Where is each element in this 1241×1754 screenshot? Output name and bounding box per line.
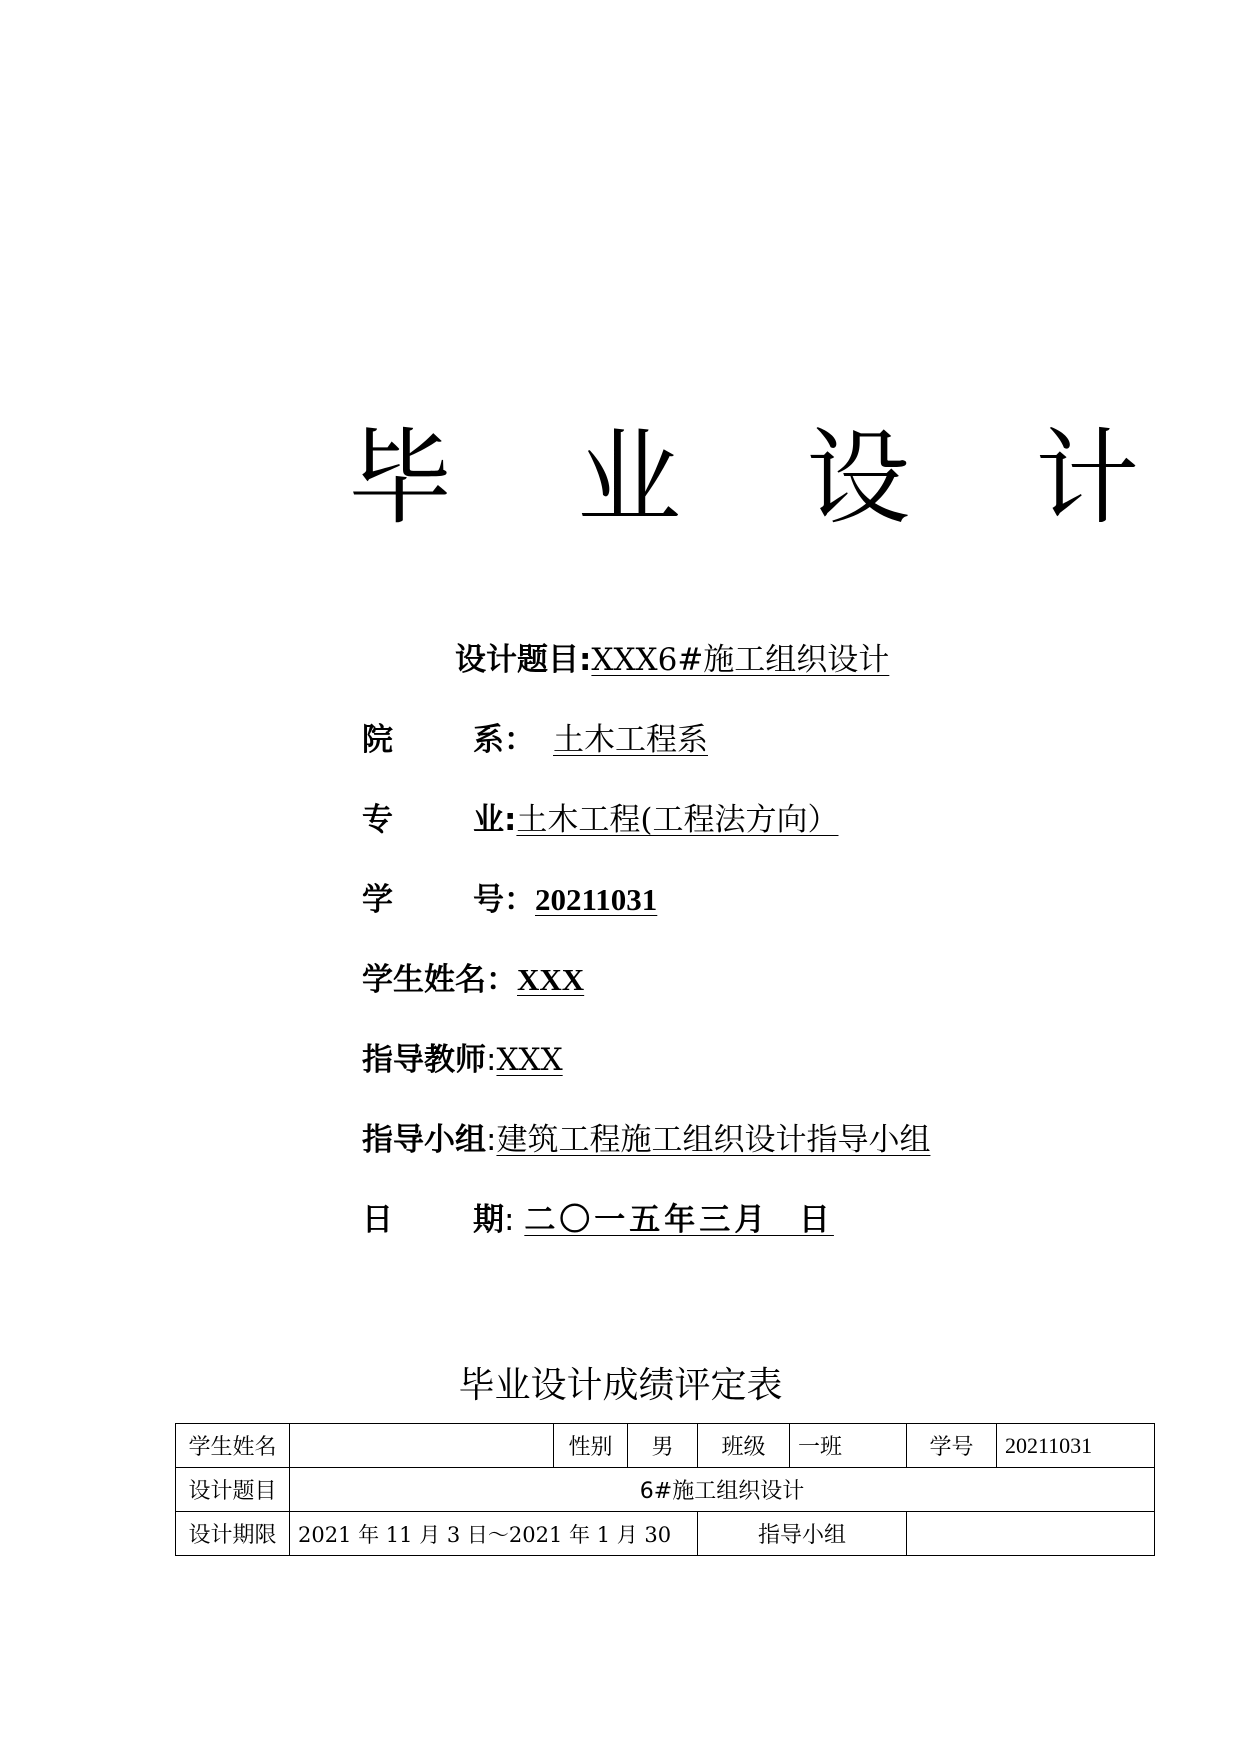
advisor-group-colon: :: [486, 1122, 497, 1158]
major-label: 专业: [362, 802, 504, 838]
topic-header-cell: 设计题目: [176, 1468, 290, 1512]
field-student-id: [362, 880, 657, 920]
department-value: 土木工程系: [553, 722, 708, 758]
topic-value: XXX6#施工组织设计: [591, 642, 890, 678]
advisor-value: XXX: [496, 1042, 563, 1078]
field-advisor: [362, 1040, 563, 1080]
field-department: [362, 720, 708, 760]
student-name-cell: [290, 1424, 554, 1468]
student-id-header-cell: 学号: [907, 1424, 997, 1468]
grade-table: [175, 1423, 1155, 1556]
field-student-name: [362, 960, 584, 1000]
major-value: 土木工程(工程法方向）: [516, 802, 839, 838]
field-major: [362, 800, 869, 840]
topic-label: 设计题目: [455, 642, 579, 678]
period-cell: 2021 年 11 月 3 日～2021 年 1 月 30: [290, 1512, 698, 1556]
advisor-colon: :: [486, 1042, 497, 1078]
advisor-label: 指导教师: [362, 1042, 486, 1078]
student-name-header-cell: 学生姓名: [176, 1424, 290, 1468]
department-colon: ：: [504, 722, 535, 758]
student-id-cell: 20211031: [997, 1424, 1155, 1468]
student-name-label: 学生姓名: [362, 962, 486, 998]
table-row: [176, 1468, 1155, 1512]
advisor-group-header-cell: 指导小组: [698, 1512, 907, 1556]
class-cell: 一班: [790, 1424, 907, 1468]
field-topic: [455, 640, 889, 680]
page-title: 毕 业 设 计: [348, 417, 1186, 539]
student-id-value: 20211031: [535, 882, 658, 917]
gender-header-cell: 性别: [554, 1424, 628, 1468]
student-name-colon: ：: [486, 962, 517, 998]
advisor-group-label: 指导小组: [362, 1122, 486, 1158]
period-header-cell: 设计期限: [176, 1512, 290, 1556]
field-date: [362, 1200, 864, 1240]
advisor-group-cell: [907, 1512, 1155, 1556]
student-id-colon: ：: [504, 882, 535, 918]
field-advisor-group: [362, 1120, 946, 1160]
department-label: 院系: [362, 722, 504, 758]
major-colon: :: [504, 802, 517, 838]
date-colon: :: [504, 1202, 515, 1238]
topic-colon: :: [579, 642, 592, 678]
student-id-label: 学号: [362, 882, 504, 918]
table-row: [176, 1424, 1155, 1468]
date-value: 二〇一五年三月 日: [524, 1202, 834, 1238]
class-header-cell: 班级: [698, 1424, 790, 1468]
date-label: 日期: [362, 1202, 504, 1238]
advisor-group-value: 建筑工程施工组织设计指导小组: [496, 1122, 931, 1158]
table-row: [176, 1512, 1155, 1556]
gender-cell: 男: [628, 1424, 698, 1468]
student-name-value: XXX: [517, 962, 585, 997]
grade-table-title: 毕业设计成绩评定表: [458, 1365, 783, 1406]
topic-cell: 6#施工组织设计: [290, 1468, 1155, 1512]
